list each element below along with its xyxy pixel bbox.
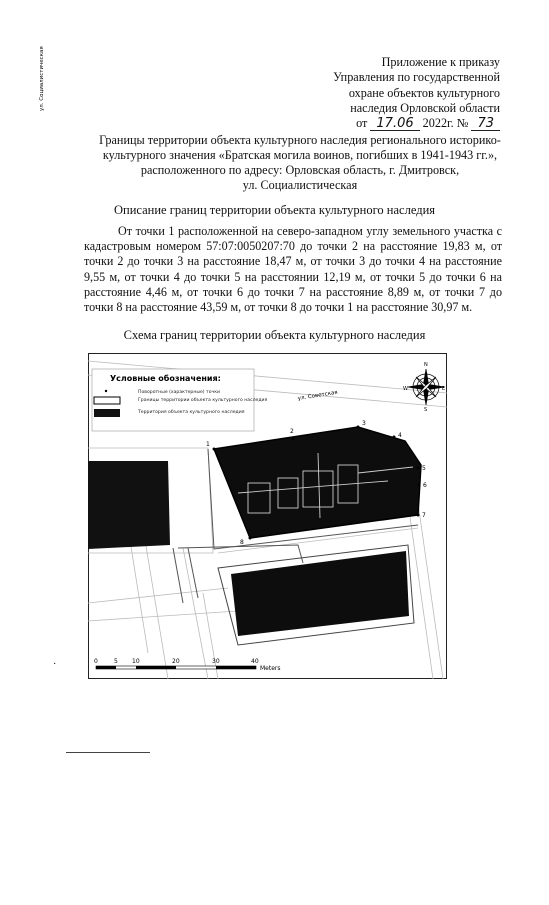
- street-label-top: ул. Советская: [297, 389, 339, 402]
- scan-mark: ·: [53, 659, 57, 670]
- appendix-line: Управления по государственной: [333, 70, 500, 85]
- scale-tick: 30: [212, 658, 220, 665]
- scale-unit: Meters: [260, 665, 281, 672]
- compass-n: N: [424, 362, 428, 368]
- legend-item-territory: Территория объекта культурного наследия: [138, 410, 245, 415]
- scale-tick: 5: [114, 658, 118, 665]
- title-line: расположенного по адресу: Орловская область, г. Дмитровск,: [140, 163, 460, 177]
- legend-item-boundary: Границы территории объекта культурного наследия: [138, 398, 268, 403]
- adjacent-building-left: [88, 461, 170, 549]
- footer-rule: [66, 752, 150, 753]
- map-legend: [92, 369, 268, 431]
- legend-title: Условные обозначения:: [110, 374, 221, 383]
- scale-tick: 20: [172, 658, 180, 665]
- compass-e: E: [442, 386, 446, 392]
- scale-tick: 0: [94, 658, 98, 665]
- title-line: ул. Социалистическая: [242, 178, 358, 192]
- year-text: 2022г. №: [422, 116, 469, 131]
- appendix-date-line: [300, 116, 500, 131]
- appendix-line: наследия Орловской области: [350, 100, 500, 115]
- legend-item-points: Поворотные (характерные) точки: [138, 390, 221, 395]
- document-title: [80, 133, 520, 193]
- point-label: 4: [398, 432, 402, 439]
- description-text: От точки 1 расположенной на северо-западном углу земельного участка с кадастровым номером 57:07:0050207:70 до точки 2 на расстояние 19,83 м, от точки 2 до точки 3 на расстояние 18,47 м, от точки 3 до точки 4 на расстояние 9,55 м, от точки 4 до точки 5 на расстоянии 12,19 м, от точки 5 до точки 6 на расстояние 4,46 м, от точки 6 до точки 7 на расстояние 8,89 м, от точки 7 до точки 8 на расстояние 43,59 м, от точки 8 до точки 1 на расстояние 30,97 м.: [84, 224, 502, 315]
- compass-w: W: [403, 386, 408, 392]
- appendix-block: [300, 55, 500, 131]
- description-heading: Описание границ территории объекта культурного наследия: [113, 203, 436, 217]
- point-label: 7: [422, 512, 426, 519]
- point-label: 8: [240, 539, 244, 546]
- handwritten-number: 73: [471, 117, 500, 131]
- handwritten-date: 17.06: [370, 117, 419, 131]
- description-body: [84, 224, 502, 315]
- point-label: 6: [423, 482, 427, 489]
- scheme-heading: Схема границ территории объекта культурного наследия: [123, 328, 426, 342]
- point-label: 1: [206, 441, 210, 448]
- title-line: Границы территории объекта культурного наследия регионального историко-: [99, 133, 501, 147]
- point-label: 3: [362, 420, 366, 427]
- scale-tick: 10: [132, 658, 140, 665]
- title-line: культурного значения «Братская могила воинов, погибших в 1941-1943 гг.»,: [102, 148, 498, 162]
- date-prefix: от: [356, 116, 368, 131]
- appendix-line: Приложение к приказу: [381, 55, 500, 69]
- scale-tick: 40: [251, 658, 259, 665]
- point-label: 2: [290, 428, 294, 435]
- street-label-right: ул. Социалистическая: [39, 46, 45, 111]
- appendix-line: охране объектов культурного: [348, 85, 500, 100]
- point-label: 5: [422, 465, 426, 472]
- compass-s: S: [424, 407, 428, 413]
